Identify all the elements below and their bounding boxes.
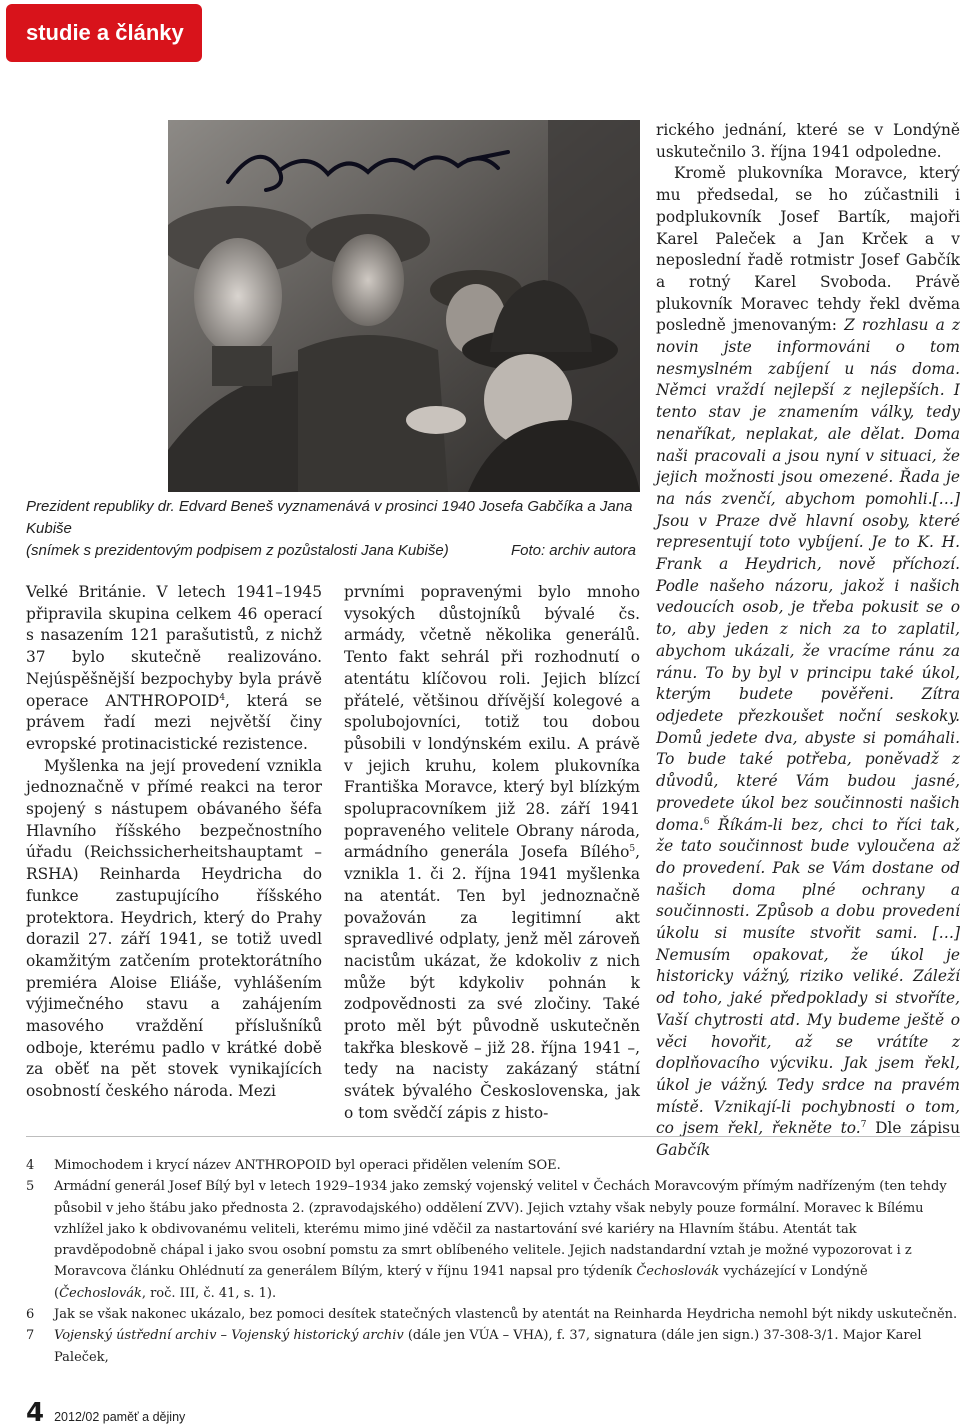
footnote-ref[interactable]: 7 <box>860 1120 867 1131</box>
quote: Říkám-li bez, chci to říci tak, že tato součinnost bude vyloučena až do provedení. Pak se Vám dostane od našich doma plné ochrany a součinnosti. Způsob a dobu provedení úkolu si musíte stvořit sami. […] Nemusím opakovat, že úkol je historicky vážný, riziko veliké. Záleží od toho, jaké předpoklady si stvoříte, Vaší chytrosti atd. My budeme ještě o věci hovořit, až se vrátíte z doplňovacího výcviku. Jak jsem řekl, úkol je vážný. Tedy srdce na pravém místě. Vznikají-li pochybnosti o tom, co jsem řekl, řekněte to. <box>656 815 960 1138</box>
caption-line-1: Prezident republiky dr. Edvard Beneš vyznamenává v prosinci 1940 Josefa Gabčíka a Jana Kubiše <box>26 498 633 537</box>
paragraph: Kromě plukovníka Moravce, který mu předsedal, se ho zúčastnili i podplukovník Josef Bartík, majoři Karel Paleček a Jan Krček a v neposlední řadě rotmistr Josef Gabčík a rotný Karel Svoboda. Právě plukovník Moravec tehdy řekl dvěma posledně jmenovaným: Z rozhlasu a z novin jste informováni o tom nesmyslném zabíjení u nás doma. Němci vraždí nejlepší z nejlepších. I tento stav je znamením války, tedy nenaříkat, neplakat, ale dělat. Doma naši pracovali a jsou nyní v situaci, že jejich možnosti jsou omezené. Řada je na nás zvenčí, abychom pomohli.[…] Jsou v Praze dvě hlavní osoby, které representují toto vybíjení. Je to K. H. Frank a Heydrich, nově příchozí. Podle našeho názoru, jakož i našich vedoucích osob, je třeba pokusit se o to, aby jeden z nich za to zaplatil, abychom ukázali, že vracíme ránu za ránu. To by byl v principu také úkol, kterým budete pověřeni. Zítra odjedete přezkoušet noční seskoky. Domů jedete dva, abyste si pomáhali. To bude také potřeba, poněvadž z důvodů, které Vám budou jasné, provedete úkol bez součinnosti našich doma.$^6$ Říkám-li bez, chci to říci tak, že tato součinnost bude vyloučena až do provedení. Pak se Vám dostane od našich doma plné ochrany a součinnosti. Způsob a dobu provedení úkolu si musíte stvořit sami. […] Nemusím opakovat, že úkol je historicky vážný, riziko veliké. Záleží od toho, jaké předpoklady si stvoříte, Vaší chytrosti atd. My budeme ještě o věci hovořit, až se vrátíte z doplňovacího výcviku. Jak jsem řekl, úkol je vážný. Tedy srdce na pravém místě. Vznikají-li pochybnosti o tom, co jsem řekl, řekněte to.$^7$ Dle zápisu Gabčík <box>656 164 960 1160</box>
paragraph: Myšlenka na její provedení vznikla jednoznačně v přímé reakci na teror spojený s nástupem obávaného šéfa Hlavního říšského bezpečnostního úřadu (Reichssicherheitshauptamt – RSHA) Reinharda Heydricha do funkce zastupujícího říšského protektora. Heydrich, který do Prahy dorazil 27. září 1941, se totiž uvedl okamžitým zatčením protektorátního premiéra Aloise Eliáše, vyhlášením výjimečného stavu a zahájením masového vraždění příslušníků odboje, kterému padlo v krátké době za oběť na pět stovek vynikajících osobností českého národa. Mezi <box>26 756 322 1101</box>
text-column-3 <box>656 120 960 1162</box>
footnote-ref[interactable]: 6 <box>703 816 710 827</box>
section-label: studie a články <box>26 20 184 45</box>
issue-label: 2012/02 paměť a dějiny <box>54 1410 186 1424</box>
historical-photo <box>168 120 640 492</box>
text-column-2 <box>344 582 640 1125</box>
photo-caption <box>26 496 636 562</box>
paragraph: rického jednání, které se v Londýně uskutečnilo 3. října 1941 odpoledne. <box>656 121 960 161</box>
photo-credit: Foto: archiv autora <box>510 542 636 559</box>
footnote: 7 Vojenský ústřední archiv – Vojenský historický archiv (dále jen VÚA – VHA), f. 37, signatura (dále jen sign.) 37-308-3/1. Major Karel Paleček, <box>26 1328 922 1365</box>
footnote-ref[interactable]: 4 <box>219 692 226 703</box>
footnote: 4 Mimochodem i krycí název ANTHROPOID byl operaci přidělen velením SOE. <box>26 1158 561 1173</box>
quote: Z rozhlasu a z novin jste informováni o tom nesmyslném zabíjení u nás doma. Němci vraždí nejlepší z nejlepších. I tento stav je znamením války, tedy nenaříkat, neplakat, ale dělat. Doma naši pracovali a jsou nyní v situaci, že jejich možnosti jsou omezené. Řada je na nás zvenčí, abychom pomohli.[…] Jsou v Praze dvě hlavní osoby, které representují toto vybíjení. Je to K. H. Frank a Heydrich, nově příchozí. Podle našeho názoru, jakož i našich vedoucích osob, je třeba pokusit se o to, aby jeden z nich za to zaplatil, abychom ukázali, že vracíme ránu za ránu. To by byl v principu také úkol, kterým budete pověřeni. Zítra odjedete přezkoušet noční seskoky. Domů jedete dva, abyste si pomáhali. To bude také potřeba, poněvadž z důvodů, které Vám budou jasné, provedete úkol bez součinnosti našich doma. <box>656 316 960 834</box>
section-tab <box>6 4 202 62</box>
paragraph: Velké Británie. V letech 1941–1945 připravila skupina celkem 46 operací s nasazením 121 parašutistů, z nichž 37 bylo skutečně realizováno. Nejúspěšnější bezpochyby byla právě operace ANTHROPOID$^4$, která se právem řadí mezi největší činy evropské protinacistické rezistence. <box>26 583 322 753</box>
footnotes <box>26 1136 960 1368</box>
page-footer <box>26 1398 185 1426</box>
page-number: 4 <box>26 1398 45 1428</box>
caption-line-2-row <box>26 540 636 562</box>
paragraph: prvními popravenými bylo mnoho vysokých důstojníků bývalé čs. armády, včetně několika generálů. Tento fakt sehrál při rozhodnutí o atentátu klíčovou roli. Jejich blízcí přátelé, většinou dřívější kolegové a spolubojovníci, totiž tou dobou působili v londýnském exilu. A právě v jejich kruhu, kolem plukovníka Františka Moravce, který byl blízkým spolupracovníkem již 28. září 1941 popraveného velitele Obrany národa, armádního generála Josefa Bílého$^5$, vznikla 1. či 2. října 1941 myšlenka na atentát. Ten byl jednoznačně považován za legitimní akt spravedlivé odplaty, jenž měl zároveň nacistům ukázat, že kdokoliv z nich může být kdykoliv pohnán k zodpovědnosti za své zločiny. Také proto měl být původně uskutečněn takřka bleskově – již 28. října 1941 –, tedy na nacisty zakázaný státní svátek bývalého Československa, jak o tom svědčí zápis z histo- <box>344 583 640 1122</box>
footnote-ref[interactable]: 5 <box>629 844 636 855</box>
footnote: 6 Jak se však nakonec ukázalo, bez pomoci desítek statečných vlastenců by atentát na Reinharda Heydricha nemohl být nikdy uskutečněn. <box>26 1307 958 1323</box>
caption-line-2: (snímek s prezidentovým podpisem z pozůstalosti Jana Kubiše) <box>26 542 449 559</box>
footnote: 5 Armádní generál Josef Bílý byl v letech 1929–1934 jako zemský vojenský velitel v Čechách Moravcovým přímým nadřízeným (ten tehdy působil v jeho štábu jako přednosta 2. (zpravodajského) oddělení ZVV). Jejich vztahy však nebyly pouze formální. Moravec k Bílému vzhlížel jako k obdivovanému veliteli, kterému mimo jiné vděčil za nastartování své kariéry na Hlavním štábu. Atentát tak pravděpodobně chápal i jako svou osobní pomstu za smrt oblíbeného velitele. Jejich nadstandardní vztah je možné vypozorovat i z Moravcova článku Ohlédnutí za generálem Bílým, který v říjnu 1941 napsal pro týdeník Čechoslovák vycházející v Londýně (Čechoslovák, roč. III, č. 41, s. 1). <box>26 1179 947 1301</box>
text-column-1 <box>26 582 322 1103</box>
photo-illustration <box>168 120 640 492</box>
